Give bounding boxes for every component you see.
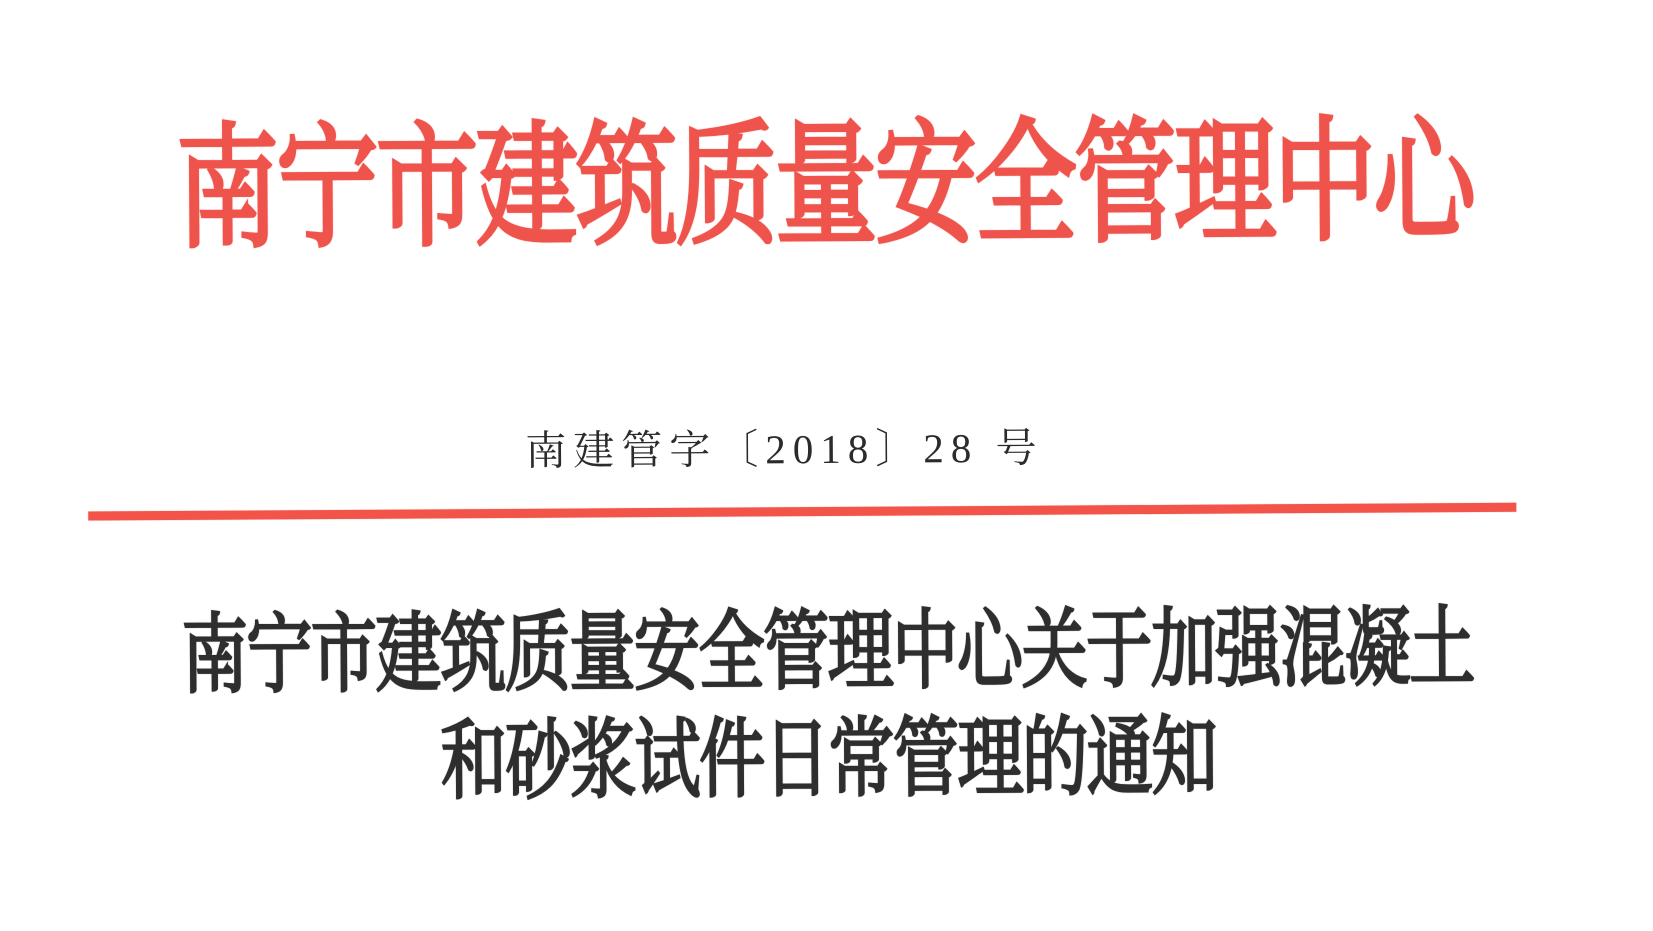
agency-header-title: 南宁市建筑质量安全管理中心 xyxy=(175,108,1474,266)
document-title-line-1: 南宁市建筑质量安全管理中心关于加强混凝土 xyxy=(181,599,1474,705)
document-title-line-2: 和砂浆试件日常管理的通知 xyxy=(440,708,1217,811)
red-divider-rule xyxy=(88,503,1516,521)
document-title xyxy=(125,594,1531,818)
document-reference-number: 南建管字〔2018〕28 号 xyxy=(525,424,1044,474)
